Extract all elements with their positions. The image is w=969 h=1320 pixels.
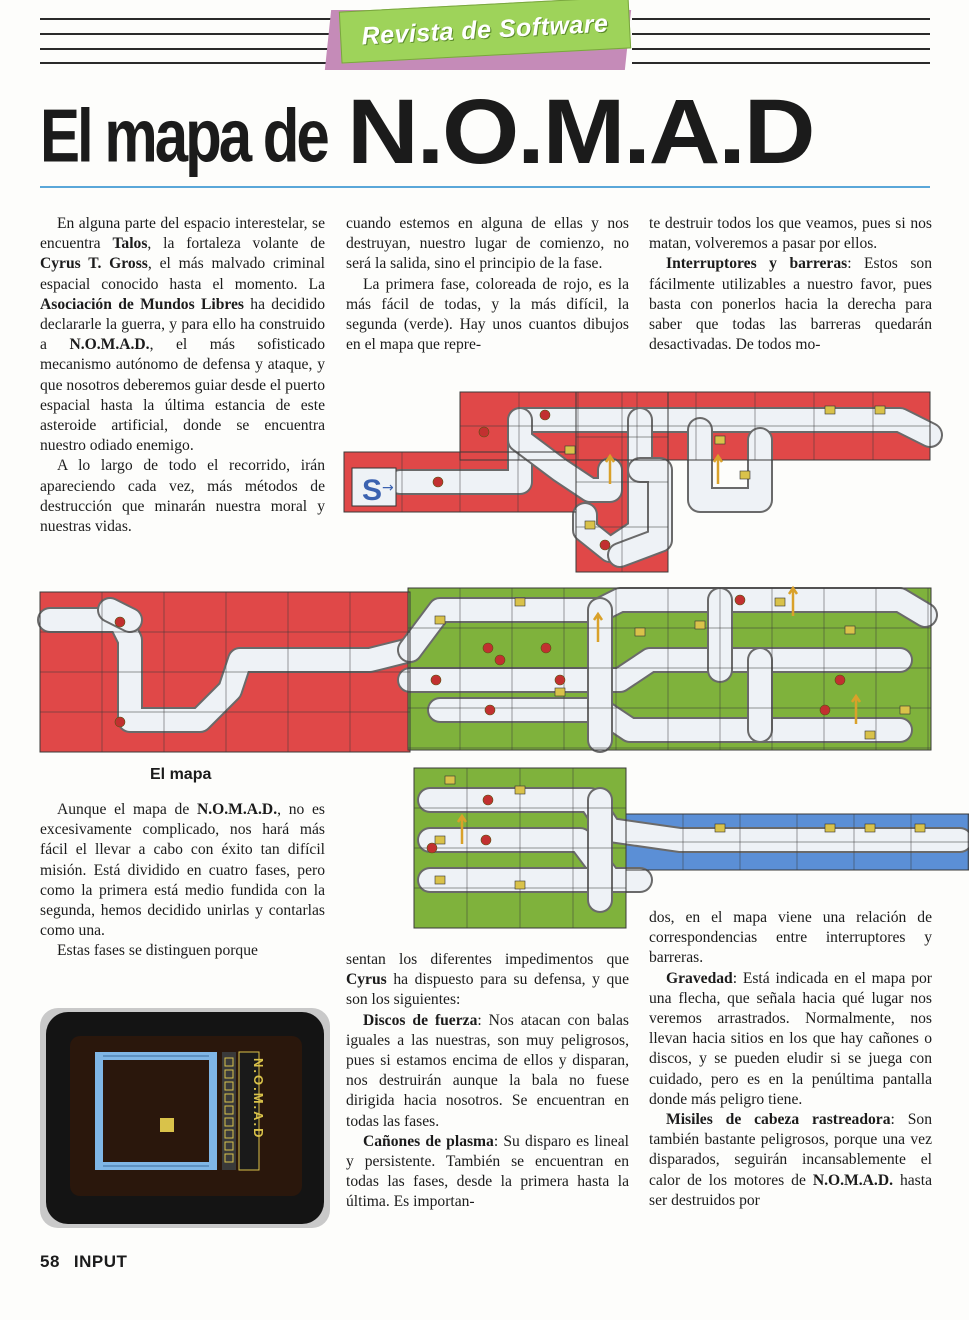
bold-term: Gravedad xyxy=(666,969,733,987)
paragraph xyxy=(40,941,325,961)
text-run: ha dispuesto para su defensa, y que son los siguientes: xyxy=(346,971,629,1009)
paragraph xyxy=(649,969,932,1110)
text-run: dos, en el mapa viene una relación de correspondencias entre interruptores y barreras. xyxy=(649,909,932,967)
header-rule-3 xyxy=(40,48,340,50)
cannon-icon xyxy=(435,616,445,624)
text-run: , el más sofisticado mecanismo autónomo de defensa y ataque, y que nosotros deberemos guiar desde el puerto espacial hasta la última estancia de este asteroide artificial, donde se encuentra nuestro odiado enemigo. xyxy=(40,336,325,455)
cannon-icon xyxy=(565,446,575,454)
disc-icon xyxy=(735,595,745,605)
bold-term: Discos de fuerza xyxy=(363,1011,478,1029)
disc-icon xyxy=(115,617,125,627)
magazine-name: INPUT xyxy=(73,1252,128,1271)
disc-icon xyxy=(433,477,443,487)
cannon-icon xyxy=(825,824,835,832)
column-3-top xyxy=(649,214,932,355)
cannon-icon xyxy=(585,521,595,529)
cannon-icon xyxy=(445,776,455,784)
disc-icon xyxy=(115,717,125,727)
cannon-icon xyxy=(515,786,525,794)
text-run: : Está indicada en el mapa por una flecha, que señala hacia qué lugar nos veremos arrastrados. Normalmente, nos llevan hacia sitios en los que hay cañones o discos, y se pueden eludir si se juega con cuidado, pero es en la penúltima pantalla donde más peligro tiene. xyxy=(649,969,932,1108)
paragraph xyxy=(649,254,932,355)
cannon-icon xyxy=(900,706,910,714)
cannon-icon xyxy=(865,824,875,832)
disc-icon xyxy=(540,410,550,420)
disc-icon xyxy=(495,655,505,665)
paragraph xyxy=(649,1110,932,1211)
cannon-icon xyxy=(515,598,525,606)
disc-icon xyxy=(600,540,610,550)
game-screenshot xyxy=(40,1008,330,1228)
disc-icon xyxy=(479,427,489,437)
cannon-icon xyxy=(435,876,445,884)
bold-term: N.O.M.A.D. xyxy=(69,336,150,354)
section-banner xyxy=(328,0,634,72)
cannon-icon xyxy=(845,626,855,634)
paragraph xyxy=(346,1132,629,1213)
text-run: te destruir todos los que veamos, pues si nos matan, volveremos a pasar por ellos. xyxy=(649,215,932,253)
column-3-bottom xyxy=(649,908,932,1211)
paragraph xyxy=(649,214,932,254)
text-run: A lo largo de todo el recorrido, irán apareciendo cada vez, más métodos de destrucción que minarán nuestra moral y nuestras vidas. xyxy=(40,457,325,536)
svg-text:→: → xyxy=(382,480,394,496)
header-rule-8 xyxy=(632,62,930,64)
disc-icon xyxy=(485,705,495,715)
section-subhead: El mapa xyxy=(150,766,212,783)
disc-icon xyxy=(541,643,551,653)
cannon-icon xyxy=(635,628,645,636)
paragraph xyxy=(346,275,629,356)
header-rule-6 xyxy=(632,33,930,35)
cannon-icon xyxy=(875,406,885,414)
text-run: cuando estemos en alguna de ellas y nos destruyan, nuestro lugar de comienzo, no será la salida, sino el principio de la fase. xyxy=(346,215,629,273)
text-run: En alguna parte del espacio interestelar, se encuentra xyxy=(40,215,325,253)
game-map xyxy=(0,380,969,940)
title-part2: N.O.M.A.D xyxy=(346,81,814,184)
bold-term: Asociación de Mundos Libres xyxy=(40,295,244,313)
header-rule-5 xyxy=(632,18,930,20)
header-rule-1 xyxy=(40,18,340,20)
text-run: , no es excesivamente complicado, nos hará más fácil el llevar a cabo con éxito tan difícil misión. Está dividido en cuatro fases, pero como la primera está medio fundida con la segunda, hemos decidido unirlas y contarlas como una. xyxy=(40,801,325,940)
disc-icon xyxy=(555,675,565,685)
cannon-icon xyxy=(715,824,725,832)
paragraph xyxy=(346,214,629,275)
title-part1: El mapa de xyxy=(40,94,327,178)
bold-term: Talos xyxy=(112,235,148,253)
cannon-icon xyxy=(695,621,705,629)
page-footer xyxy=(40,1252,127,1272)
bold-term: Cañones de plasma xyxy=(363,1132,494,1150)
cannon-icon xyxy=(555,688,565,696)
bold-term: Interruptores y barreras xyxy=(666,255,848,273)
text-run: Estas fases se distinguen porque xyxy=(57,942,258,960)
disc-icon xyxy=(427,843,437,853)
header-rule-4 xyxy=(40,62,340,64)
page-number: 58 xyxy=(40,1252,60,1271)
text-run: , el más malvado criminal espacial conocido hasta el momento. La xyxy=(40,255,325,293)
cannon-icon xyxy=(515,881,525,889)
nomad-robot-icon xyxy=(160,1118,174,1132)
article-title xyxy=(40,81,814,184)
text-run: : Nos atacan con balas iguales a las nuestras, son muy peligrosos, pues si estamos encima de ellos y disparan, nos destruirán aunque la bala no fuese dirigida hacia nosotros. Se encuentran en todas las fases. xyxy=(346,1011,629,1130)
text-run: : Estos son fácilmente utilizables a nuestro favor, pues basta con ponerlos hacia la derecha para saber que todas las barreras quedarán desactivadas. De todos mo- xyxy=(649,255,932,354)
bold-term: Misiles de cabeza rastreadora xyxy=(666,1111,891,1129)
disc-icon xyxy=(431,675,441,685)
header-rule-2 xyxy=(40,33,340,35)
bold-term: N.O.M.A.D. xyxy=(812,1171,893,1189)
screenshot-side-text: N.O.M.A.D xyxy=(251,1058,266,1140)
cannon-icon xyxy=(435,836,445,844)
cannon-icon xyxy=(915,824,925,832)
disc-icon xyxy=(835,675,845,685)
bold-term: Cyrus xyxy=(346,971,387,989)
text-run: : Su disparo es lineal y persistente. También se encuentran en todas las fases, desde la primera hasta la última. Es importan- xyxy=(346,1132,629,1211)
paragraph xyxy=(346,1011,629,1132)
text-run: , la fortaleza volante de xyxy=(147,235,326,253)
text-run: sentan los diferentes impedimentos que xyxy=(346,951,629,968)
disc-icon xyxy=(481,835,491,845)
header-rule-7 xyxy=(632,48,930,50)
text-run: : Son también bastante peligrosos, porque una vez disparados, seguirán incansablemente el calor de los motores de xyxy=(649,1111,932,1189)
cannon-icon xyxy=(825,406,835,414)
start-marker xyxy=(352,468,396,507)
text-run: Aunque el mapa de xyxy=(57,801,197,818)
text-run: ha decidido declararle la guerra, y para ello ha construido a xyxy=(40,295,325,354)
banner-text: Revista de Software xyxy=(360,9,610,50)
disc-icon xyxy=(820,705,830,715)
paragraph xyxy=(346,950,629,1011)
cannon-icon xyxy=(775,598,785,606)
cannon-icon xyxy=(715,436,725,444)
text-run: La primera fase, coloreada de rojo, es la más fácil de todas, y la más difícil, la segunda (verde). Hay unos cuantos dibujos en el mapa que repre- xyxy=(346,275,629,354)
gravity-arrow-icon xyxy=(714,456,722,484)
disc-icon xyxy=(483,795,493,805)
column-2-top xyxy=(346,214,629,355)
bold-term: Cyrus T. Gross xyxy=(40,255,148,273)
cannon-icon xyxy=(740,471,750,479)
bold-term: N.O.M.A.D. xyxy=(196,801,278,818)
disc-icon xyxy=(483,643,493,653)
text-run: hasta ser destruidos por xyxy=(649,1171,932,1209)
title-underline xyxy=(40,186,930,188)
start-label: S xyxy=(362,474,383,507)
cannon-icon xyxy=(865,731,875,739)
column-2-bottom xyxy=(346,950,629,1213)
